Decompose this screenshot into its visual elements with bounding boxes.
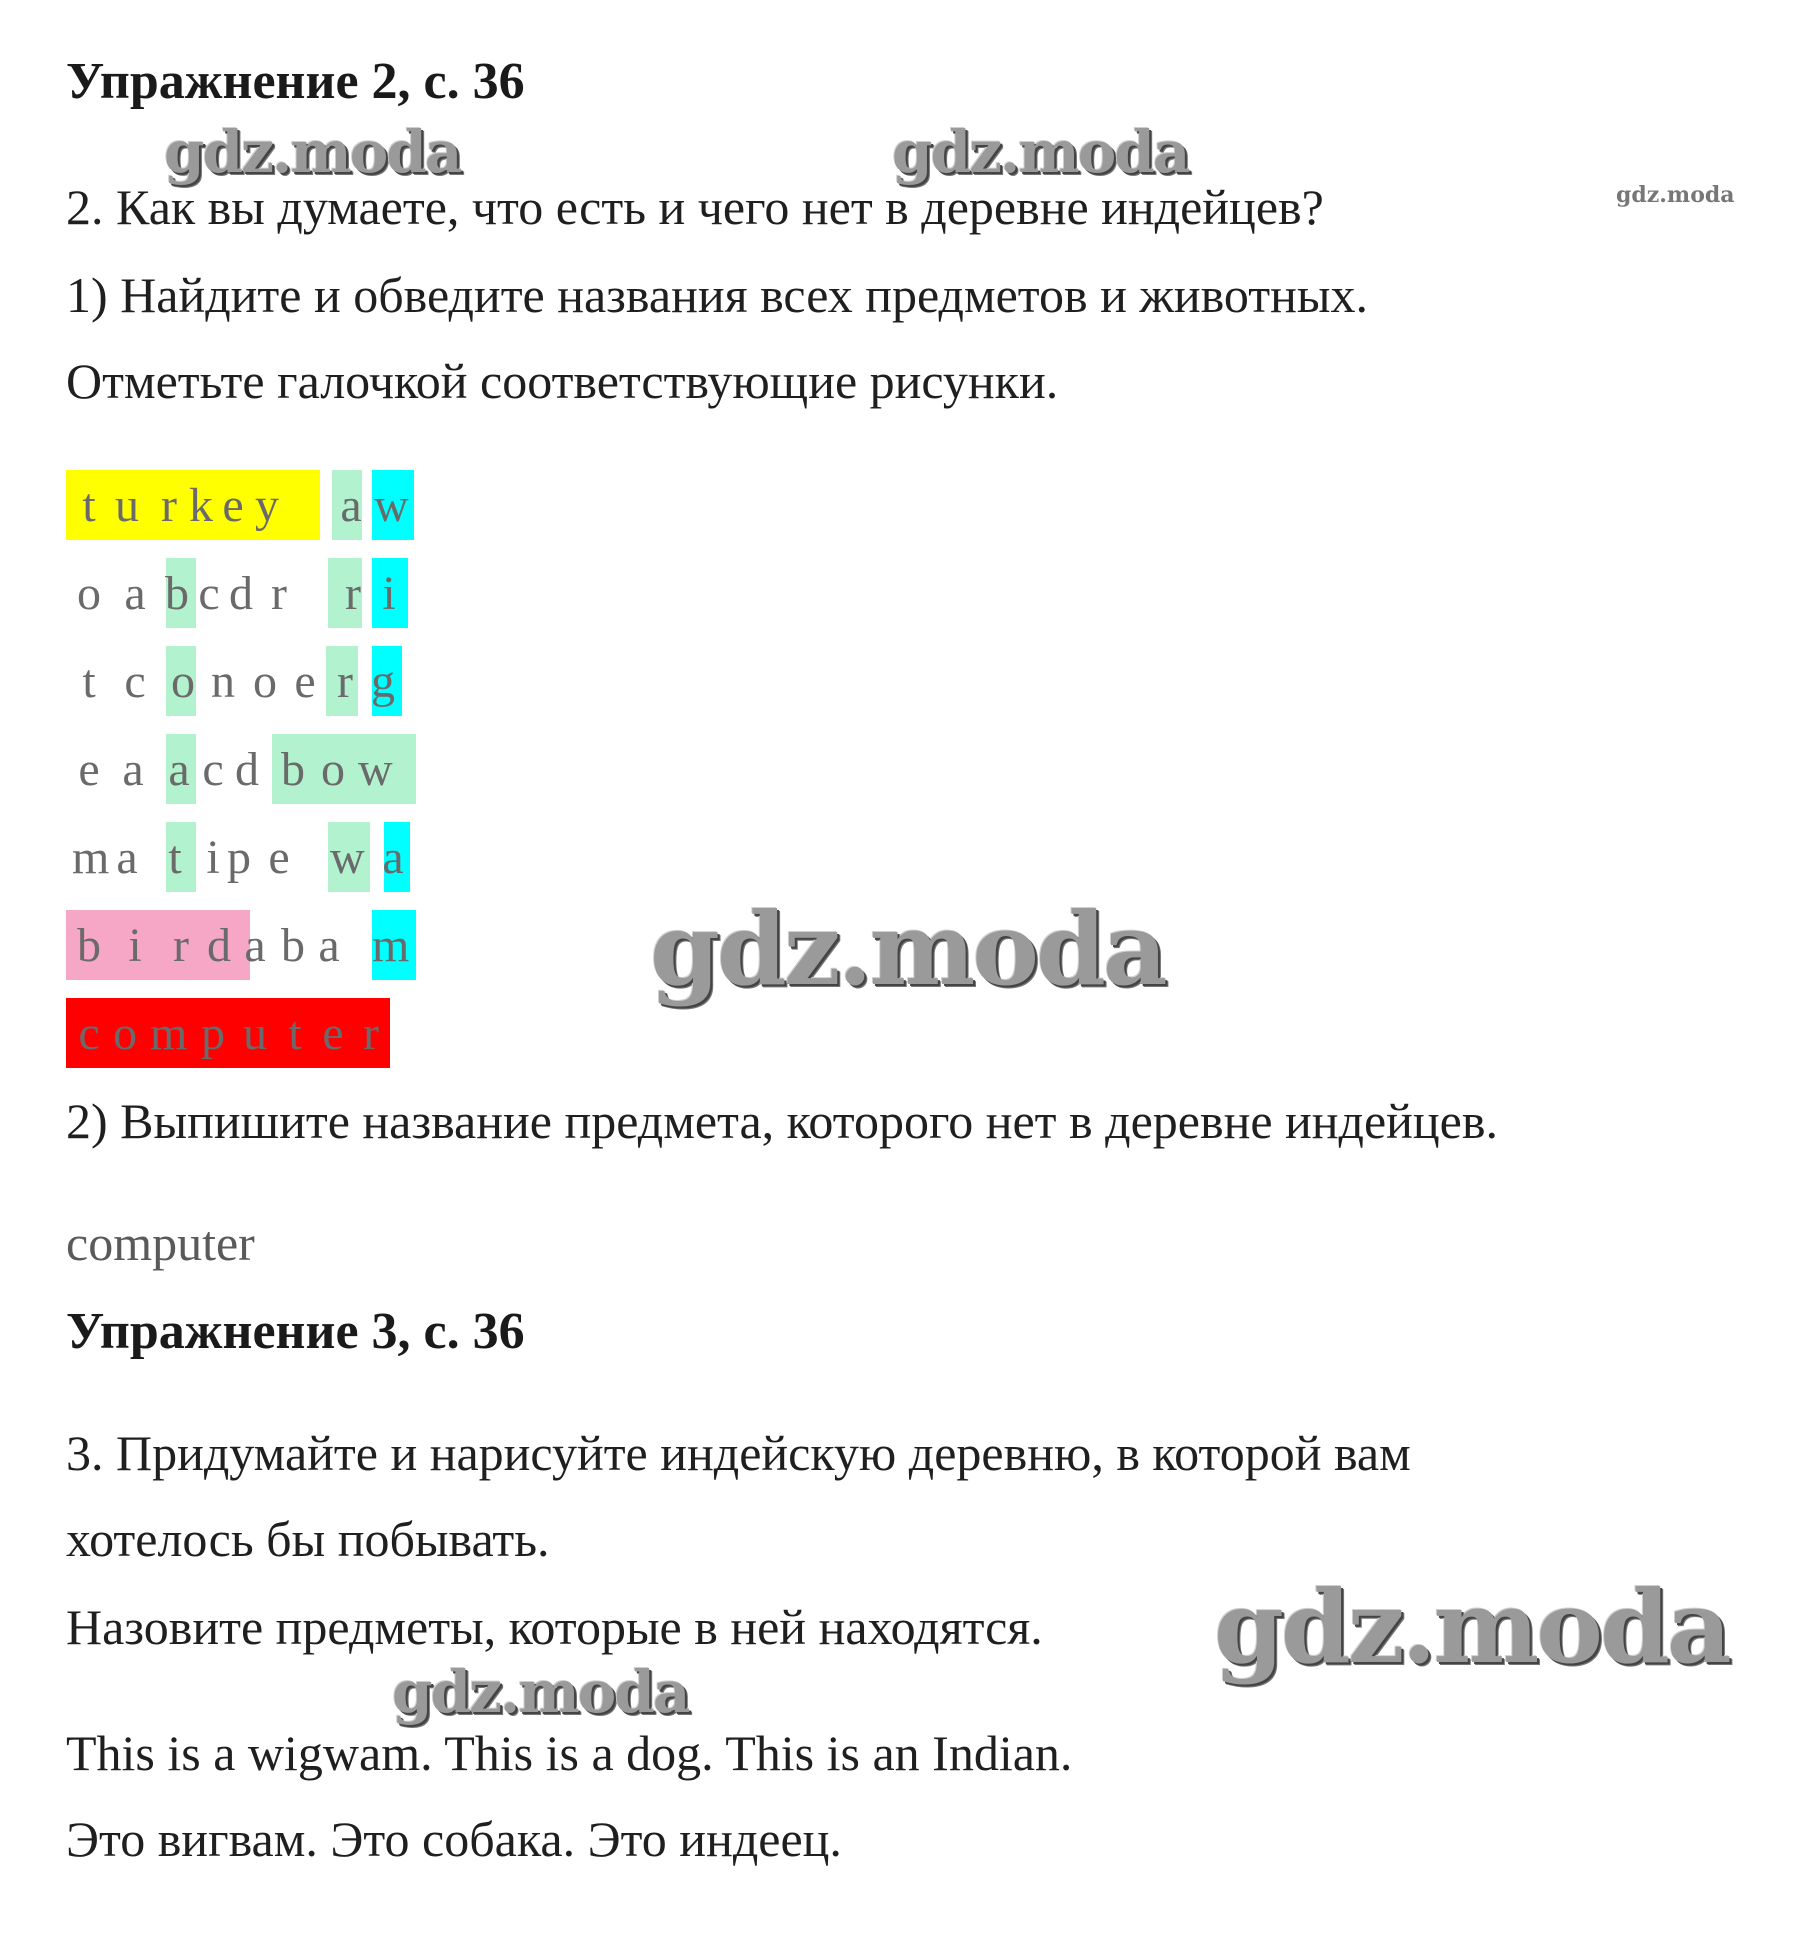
grid-letter: u [243, 1007, 267, 1060]
exercise-2-task-1-line-1: 1) Найдите и обведите названия всех предметов и животных. [66, 267, 1368, 323]
grid-row [66, 646, 426, 716]
grid-letter: d [207, 919, 231, 972]
exercise-3-task-line-1: 3. Придумайте и нарисуйте индейскую деревню, в которой вам [66, 1425, 1411, 1481]
grid-letter: r [161, 479, 177, 532]
grid-row [66, 998, 426, 1068]
grid-letter: p [201, 1007, 225, 1060]
grid-letter: b [77, 919, 101, 972]
grid-letter: d [235, 743, 259, 796]
grid-letter: p [227, 831, 251, 884]
exercise-2-task-2: 2) Выпишите название предмета, которого нет в деревне индейцев. [66, 1093, 1498, 1149]
grid-letter: y [255, 479, 279, 532]
grid-letter: w [358, 743, 393, 796]
grid-letter: k [189, 479, 213, 532]
grid-letter: r [345, 567, 361, 620]
grid-letter: w [374, 479, 409, 532]
grid-letter: e [268, 831, 290, 884]
grid-letter: m [150, 1007, 188, 1060]
grid-letter: t [82, 655, 96, 708]
grid-letter: m [72, 831, 110, 884]
grid-letter: w [330, 831, 365, 884]
exercise-3-answer-english: This is a wigwam. This is a dog. This is an Indian. [66, 1725, 1073, 1781]
grid-letter: t [168, 831, 182, 884]
grid-letter: r [337, 655, 353, 708]
grid-letter: e [222, 479, 244, 532]
watermark: gdz.moda [892, 118, 1189, 186]
grid-letter: i [128, 919, 142, 972]
exercise-3-task-line-3: Назовите предметы, которые в ней находятся. [66, 1599, 1043, 1655]
grid-letter: i [382, 567, 396, 620]
grid-letter: g [371, 655, 395, 708]
grid-letter: u [115, 479, 139, 532]
watermark: gdz.moda [392, 1658, 689, 1726]
grid-letter: a [168, 743, 190, 796]
exercise-2-answer: computer [66, 1215, 255, 1271]
grid-letter: o [253, 655, 277, 708]
exercise-3-heading: Упражнение 3, с. 36 [66, 1303, 525, 1360]
watermark: gdz.moda [650, 890, 1165, 1008]
grid-letter: c [202, 743, 224, 796]
grid-letter: c [198, 567, 220, 620]
grid-letter: a [124, 567, 146, 620]
grid-letter: t [82, 479, 96, 532]
grid-row [66, 734, 426, 804]
grid-row [66, 910, 426, 980]
exercise-2-heading: Упражнение 2, с. 36 [66, 53, 525, 110]
grid-letter: a [116, 831, 138, 884]
exercise-3-answer-russian: Это вигвам. Это собака. Это индеец. [66, 1811, 842, 1867]
grid-letter: a [318, 919, 340, 972]
grid-letter: c [124, 655, 146, 708]
grid-letter: o [77, 567, 101, 620]
grid-letter: o [171, 655, 195, 708]
grid-letter: n [211, 655, 235, 708]
grid-letter: r [363, 1007, 379, 1060]
grid-letter: e [294, 655, 316, 708]
grid-letter: a [382, 831, 404, 884]
grid-letter: d [229, 567, 253, 620]
grid-letter: o [321, 743, 345, 796]
grid-letter: a [340, 479, 362, 532]
watermark: gdz.moda [1214, 1568, 1729, 1686]
grid-letter: i [206, 831, 220, 884]
grid-letter: t [288, 1007, 302, 1060]
grid-letter: a [244, 919, 266, 972]
grid-letter: r [173, 919, 189, 972]
grid-letter: b [281, 919, 305, 972]
grid-letter: e [78, 743, 100, 796]
grid-letter: o [113, 1007, 137, 1060]
grid-row [66, 558, 426, 628]
grid-letter: m [372, 919, 410, 972]
grid-letter: b [165, 567, 189, 620]
exercise-2-task-1-line-2: Отметьте галочкой соответствующие рисунки. [66, 353, 1059, 409]
grid-letter: c [78, 1007, 100, 1060]
exercise-2-question: 2. Как вы думаете, что есть и чего нет в деревне индейцев? [66, 179, 1324, 235]
watermark: gdz.moda [1616, 182, 1735, 208]
watermark: gdz.moda [164, 118, 461, 186]
grid-letter: b [281, 743, 305, 796]
grid-letter: a [122, 743, 144, 796]
grid-letter: e [322, 1007, 344, 1060]
grid-row [66, 470, 426, 540]
exercise-3-task-line-2: хотелось бы побывать. [66, 1511, 550, 1567]
grid-letter: r [271, 567, 287, 620]
grid-row [66, 822, 426, 892]
